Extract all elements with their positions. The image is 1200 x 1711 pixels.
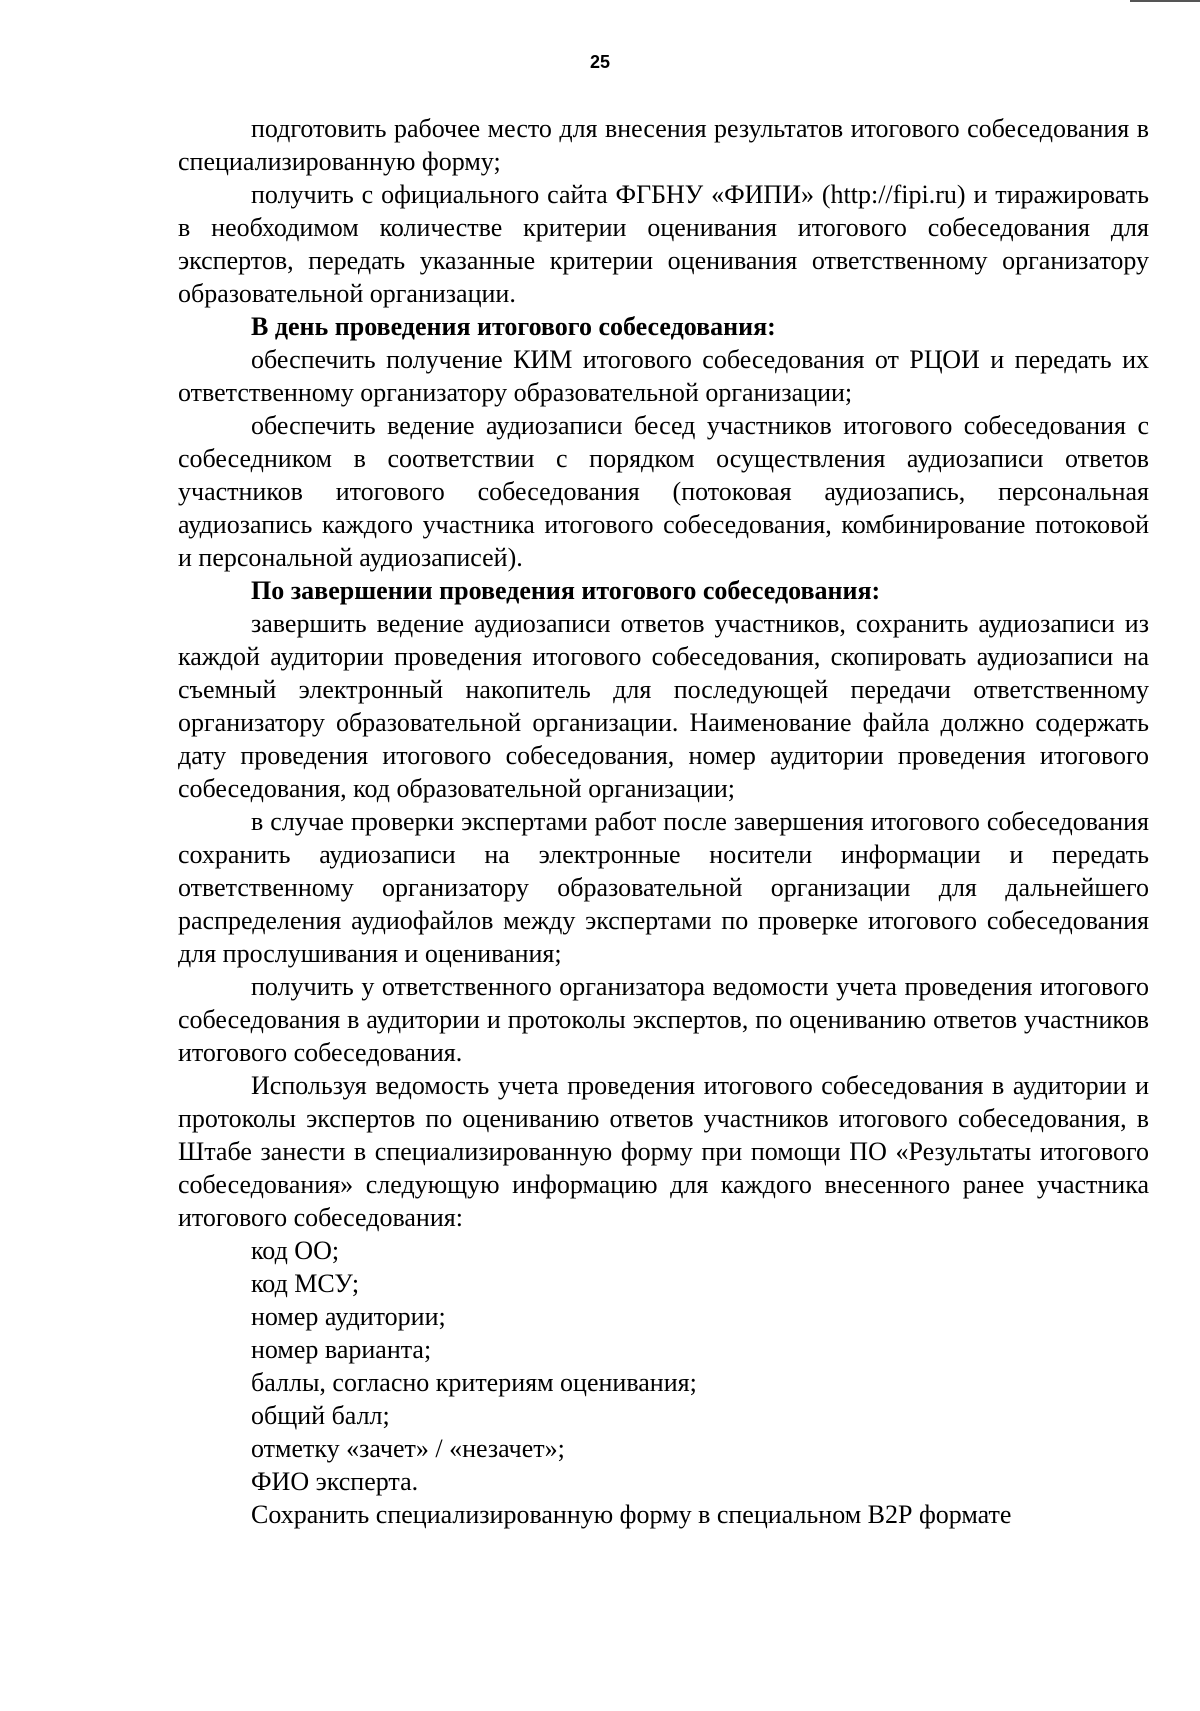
list-item: номер аудитории;	[251, 1302, 446, 1331]
page-number: 25	[589, 52, 611, 72]
page-body	[178, 112, 1149, 1531]
list-item: общий балл;	[251, 1401, 390, 1430]
list-item: код МСУ;	[251, 1269, 360, 1298]
list-item: ФИО эксперта.	[251, 1467, 419, 1496]
section-heading: По завершении проведения итогового собеседования:	[251, 576, 881, 605]
paragraph: подготовить рабочее место для внесения результатов итогового собеседования в специализированную форму;	[178, 114, 1149, 176]
paragraph: обеспечить ведение аудиозаписи бесед участников итогового собеседования с собеседником в соответствии с порядком осуществления аудиозаписи ответов участников итогового собеседования (потоковая аудиозапись, персональная аудиозапись каждого участника итогового собеседования, комбинирование потоковой и персональной аудиозаписей).	[178, 411, 1149, 572]
paragraph: получить с официального сайта ФГБНУ «ФИПИ» (http://fipi.ru) и тиражировать в необходимом количестве критерии оценивания итогового собеседования для экспертов, передать указанные критерии оценивания ответственному организатору образовательной организации.	[178, 180, 1149, 308]
info-list	[178, 1234, 1149, 1498]
section-heading: В день проведения итогового собеседования:	[251, 312, 776, 341]
paragraph: Используя ведомость учета проведения итогового собеседования в аудитории и протоколы экспертов по оцениванию ответов участников итогового собеседования, в Штабе занести в специализированную форму при помощи ПО «Результаты итогового собеседования» следующую информацию для каждого внесенного ранее участника итогового собеседования:	[178, 1071, 1149, 1232]
paragraph: завершить ведение аудиозаписи ответов участников, сохранить аудиозаписи из каждой аудитории проведения итогового собеседования, скопировать аудиозаписи на съемный электронный накопитель для последующей передачи ответственному организатору образовательной организации. Наименование файла должно содержать дату проведения итогового собеседования, номер аудитории проведения итогового собеседования, код образовательной организации;	[178, 609, 1149, 803]
scan-edge-mark	[1130, 0, 1200, 2]
list-item: код ОО;	[251, 1236, 340, 1265]
paragraph: в случае проверки экспертами работ после завершения итогового собеседования сохранить аудиозаписи на электронные носители информации и передать ответственному организатору образовательной организации для дальнейшего распределения аудиофайлов между экспертами по проверке итогового собеседования для прослушивания и оценивания;	[178, 807, 1149, 968]
list-item: баллы, согласно критериям оценивания;	[251, 1368, 697, 1397]
paragraph: Сохранить специализированную форму в специальном В2Р формате	[251, 1500, 1012, 1529]
list-item: отметку «зачет» / «незачет»;	[251, 1434, 565, 1463]
list-item: номер варианта;	[251, 1335, 432, 1364]
paragraph: обеспечить получение КИМ итогового собеседования от РЦОИ и передать их ответственному организатору образовательной организации;	[178, 345, 1149, 407]
paragraph: получить у ответственного организатора ведомости учета проведения итогового собеседования в аудитории и протоколы экспертов, по оцениванию ответов участников итогового собеседования.	[178, 972, 1149, 1067]
